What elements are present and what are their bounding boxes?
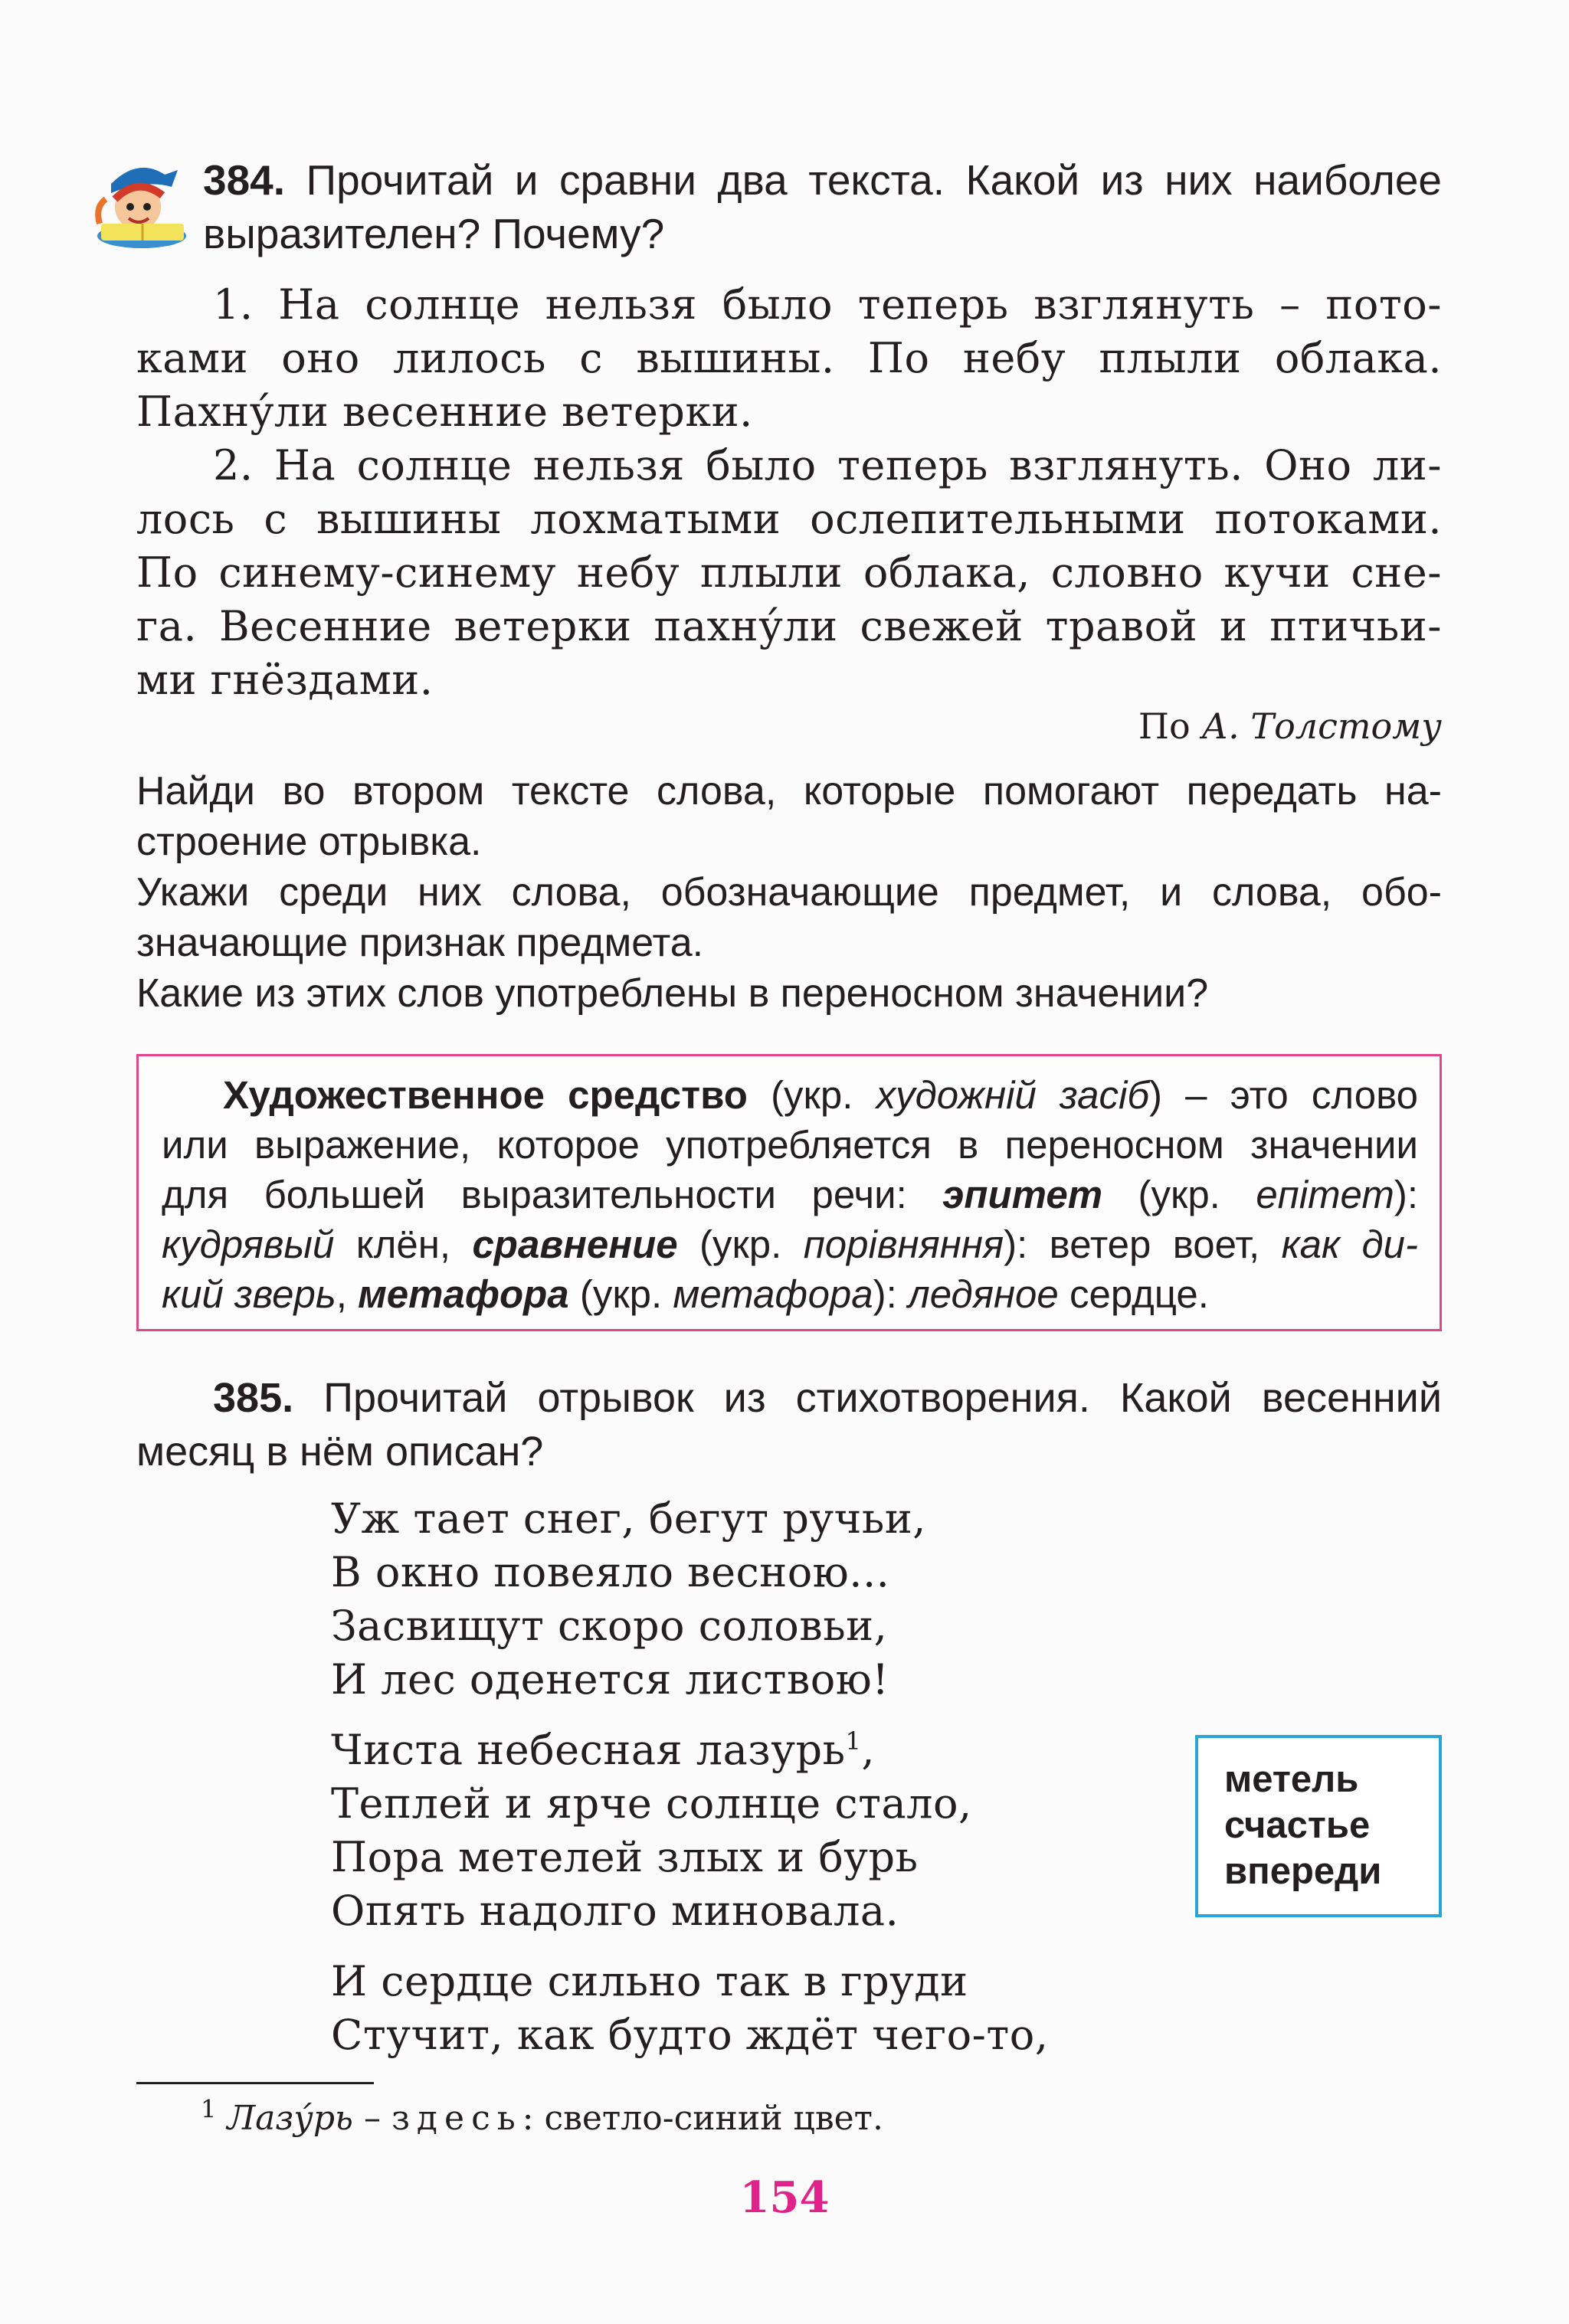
vocabulary-word: метель <box>1224 1759 1359 1800</box>
text-line: Пахну́ли весенние ветерки. <box>136 388 753 436</box>
question-line: Найди во втором тексте слова, которые помогают передать на- <box>136 769 1442 813</box>
poem-line: Чиста небесная лазурь$^1$, <box>331 1726 876 1774</box>
mascot-reading-icon <box>92 153 192 253</box>
task-385-prompt <box>136 1371 1442 1478</box>
poem-line: Теплей и ярче солнце стало, <box>331 1779 972 1828</box>
text-line: ми гнёздами. <box>136 656 434 704</box>
task-number: 384. <box>203 156 286 204</box>
text-line: 1. На солнце нельзя было теперь взглянуть – пото- <box>213 280 1442 329</box>
poem-stanza-2 <box>331 1723 972 1938</box>
task-number: 385. <box>213 1375 294 1421</box>
rule-line-3: для большей выразительности речи: эпитет (укр. епітет): <box>162 1173 1418 1216</box>
rule-text <box>162 1070 1418 1319</box>
task-385-line-2: месяц в нём описан? <box>136 1429 544 1475</box>
text-line: 2. На солнце нельзя было теперь взглянуть. Оно ли- <box>213 441 1442 489</box>
rule-line-1: Художественное средство (укр. художній засіб) – это слово <box>223 1073 1418 1117</box>
vocabulary-word: впереди <box>1224 1851 1382 1892</box>
task-385-line-1: 385. Прочитай отрывок из стихотворения. Какой весенний <box>213 1375 1442 1421</box>
text-line: га. Весенние ветерки пахну́ли свежей травой и птичьи- <box>136 602 1442 650</box>
vocabulary-word: счастье <box>1224 1805 1371 1846</box>
author-name: А. Толстому <box>1201 705 1442 747</box>
poem-line: Пора метелей злых и бурь <box>331 1833 919 1881</box>
rule-line-2: или выражение, которое употребляется в переносном значении <box>162 1123 1418 1167</box>
footnote-divider <box>136 2082 374 2084</box>
text-line: По синему-синему небу плыли облака, словно кучи сне- <box>136 548 1442 597</box>
rule-term: Художественное средство <box>223 1073 748 1117</box>
footnote: $^1$ Лазу́рь – здесь: светло-синий цвет. <box>201 2094 883 2138</box>
task-384-questions <box>136 766 1442 1019</box>
footnote-marker: 1 <box>845 1727 862 1756</box>
question-line: строение отрывка. <box>136 820 482 864</box>
comparison-texts <box>136 278 1442 707</box>
poem-line: Стучит, как будто ждёт чего-то, <box>331 2011 1049 2059</box>
rule-line-5: кий зверь, метафора (укр. метафора): ледяное сердце. <box>162 1272 1209 1316</box>
poem-line: Уж тает снег, бегут ручьи, <box>331 1494 926 1543</box>
page-number: 154 <box>739 2172 830 2223</box>
poem-line: В окно повеяло весною... <box>331 1548 890 1596</box>
rule-line-4: кудрявый клён, сравнение (укр. порівняння): ветер воет, как ди- <box>162 1223 1419 1266</box>
poem-line: Опять надолго миновала. <box>331 1887 899 1935</box>
task-384-line-1: 384. Прочитай и сравни два текста. Какой из них наиболее <box>203 156 1442 204</box>
poem-line: Засвищут скоро соловьи, <box>331 1602 888 1650</box>
task-384-prompt <box>203 153 1442 260</box>
poem-line: И сердце сильно так в груди <box>331 1957 968 2005</box>
rule-box <box>136 1054 1442 1331</box>
question-line: Укажи среди них слова, обозначающие предмет, и слова, обо- <box>136 870 1442 915</box>
poem-line: И лес оденется листвою! <box>331 1655 889 1704</box>
vocabulary-box <box>1195 1735 1442 1917</box>
text-line: лось с вышины лохматыми ослепительными потоками. <box>136 495 1442 543</box>
author-attribution: По А. Толстому <box>1138 705 1442 747</box>
poem-stanza-1 <box>331 1492 926 1707</box>
task-384-line-2: выразителен? Почему? <box>203 210 665 257</box>
poem-stanza-3 <box>331 1955 1048 2062</box>
text-line: ками оно лилось с вышины. По небу плыли облака. <box>136 334 1442 382</box>
question-line: значающие признак предмета. <box>136 921 704 965</box>
question-line: Какие из этих слов употреблены в переносном значении? <box>136 971 1209 1016</box>
